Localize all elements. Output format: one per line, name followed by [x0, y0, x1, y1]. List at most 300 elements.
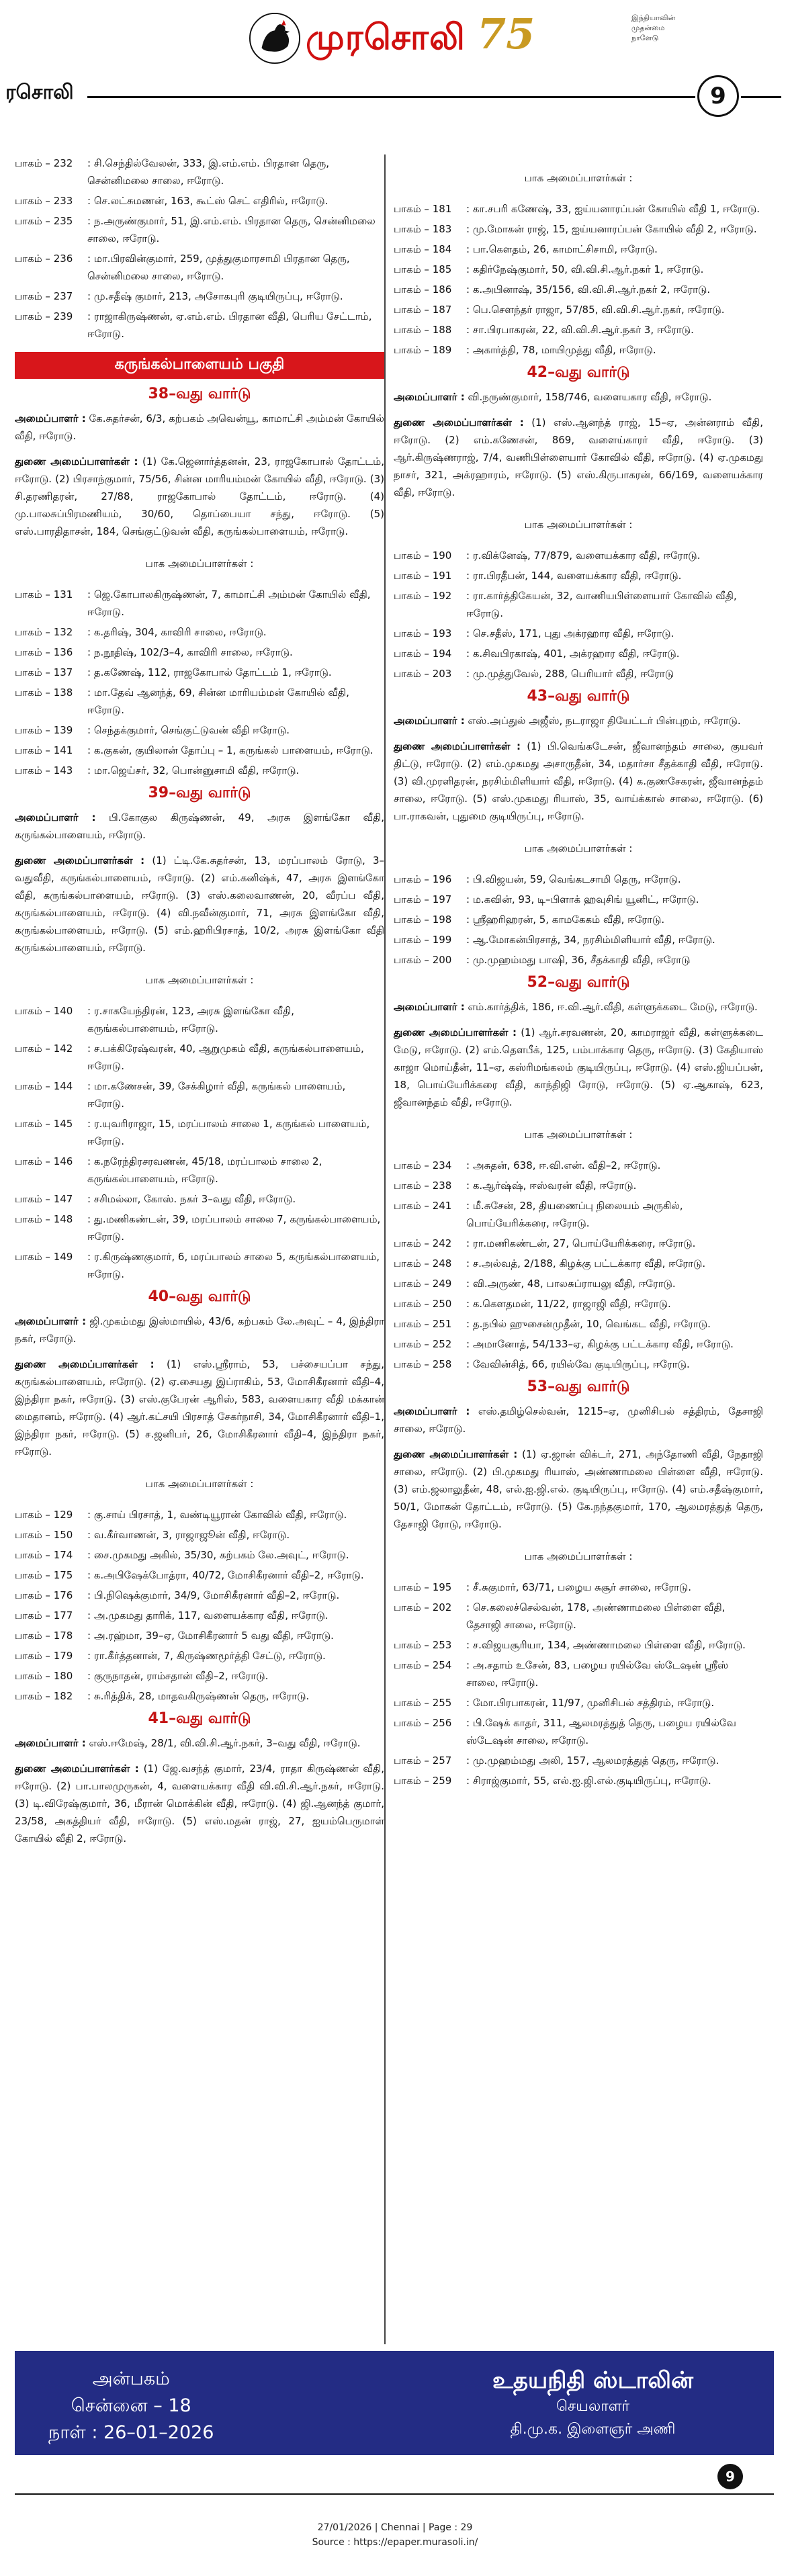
booth-person: : சு.ரித்திக், 28, மாதவகிருஷ்ணன் தெரு, ஈரோடு.	[87, 1690, 310, 1702]
role-members: கே.சுதர்சன், 6/3, கற்பகம் அவென்யூ, காமாட்சி அம்மன் கோயில் வீதி, ஈரோடு.	[15, 412, 384, 442]
booth-entry	[15, 1506, 384, 1523]
booth-label: பாகம் – 138	[15, 686, 73, 699]
booth-entry	[394, 871, 763, 888]
booth-entry	[394, 1235, 763, 1252]
booth-entry	[394, 1714, 763, 1749]
role-members: (1) கே.ஜெனார்த்தனன், 23, ராஜகோபால் தோட்டம், ஈரோடு. (2) பிரசாந்குமார், 75/56, சின்ன மாரியம்மன் கோயில் வீதி, ஈரோடு. (3) சி.தரணிதரன், 27/88, ராஜகோபால் தோட்டம், ஈரோடு. (4) மு.பாலசுப்பிரமணியம், 30/60, தொப்பையா சந்து, ஈரோடு. (5) எஸ்.பாரதிதாசன், 184, செங்குட்டுவன் வீதி, கருங்கல்பாளையம், ஈரோடு.	[15, 455, 384, 537]
booth-label: பாகம் – 256	[394, 1717, 452, 1729]
banner-city: சென்னை – 18	[71, 2395, 191, 2416]
page-number-badge: 9	[697, 75, 739, 117]
role-label: துணை அமைப்பாளர்கள் :	[394, 740, 521, 752]
ward-heading: 52–வது வார்டு	[527, 974, 630, 991]
booth-entry	[15, 742, 384, 759]
booth-person: : செ.கலைச்செல்வன், 178, அண்ணாமலை பிள்ளை வீதி, தேசாஜி சாலை, ஈரோடு.	[466, 1601, 726, 1631]
role-label: துணை அமைப்பாளர்கள் :	[394, 1448, 518, 1460]
booth-label: பாகம் – 143	[15, 764, 73, 776]
booth-label: பாகம் – 188	[394, 324, 452, 336]
booth-entry	[394, 1255, 763, 1272]
booth-label: பாகம் – 184	[394, 243, 452, 255]
banner-role: செயலாளர்	[556, 2398, 630, 2415]
footer-divider	[15, 2493, 774, 2495]
ward-heading: 42–வது வார்டு	[527, 364, 630, 381]
booth-entry	[15, 212, 384, 247]
booth-label: பாகம் – 232	[15, 157, 73, 169]
booth-label: பாகம் – 189	[394, 344, 452, 356]
booth-person: : சி.செந்தில்வேலன், 333, இ.எம்.எம். பிரதான தெரு, சென்னிமலை சாலை, ஈரோடு.	[87, 157, 330, 187]
role-label: அமைப்பாளர் :	[15, 1315, 87, 1327]
booth-label: பாகம் – 176	[15, 1589, 73, 1601]
booth-person: : ர.கிருஷ்ணகுமார், 6, மரப்பாலம் சாலை 5, கருங்கல்பாளையம், ஈரோடு.	[87, 1251, 380, 1280]
section-subheading: பாக அமைப்பாளர்கள் :	[524, 842, 633, 854]
page-footer	[0, 2520, 790, 2550]
booth-person: : பெ.சௌந்தர் ராஜா, 57/85, வி.வி.சி.ஆர்.நகர், ஈரோடு.	[466, 304, 725, 316]
booth-label: பாகம் – 179	[15, 1650, 73, 1662]
booth-label: பாகம் – 255	[394, 1697, 452, 1709]
ward-heading: 39–வது வார்டு	[148, 785, 251, 801]
booth-entry	[15, 1115, 384, 1150]
booth-label: பாகம் – 129	[15, 1509, 73, 1521]
booth-label: பாகம் – 203	[394, 668, 452, 680]
booth-entry	[15, 623, 384, 641]
booth-person: : கதிர்நேஷ்குமார், 50, வி.வி.சி.ஆர்.நகர் 1, ஈரோடு.	[466, 263, 704, 275]
booth-entry	[394, 261, 763, 278]
booth-entry	[394, 301, 763, 318]
booth-label: பாகம் – 187	[394, 304, 452, 316]
role-label: அமைப்பாளர் :	[15, 1737, 86, 1749]
column-divider	[384, 154, 386, 2344]
booth-person: : பி.நிஷெக்குமார், 34/9, மோசிகீரனார் வீதி–2, ஈரோடு.	[87, 1589, 340, 1601]
booth-person: : மு.மோகன் ராஜ், 15, ஐய்யனாரப்பன் கோயில் வீதி 2, ஈரோடு.	[466, 223, 757, 235]
booth-entry	[394, 911, 763, 928]
office-bearers-paragraph	[15, 1313, 384, 1347]
role-label: அமைப்பாளர் :	[15, 412, 86, 425]
booth-entry	[394, 321, 763, 339]
role-label: அமைப்பாளர் :	[394, 391, 465, 403]
ward-heading: 53–வது வார்டு	[527, 1378, 630, 1395]
booth-person: : பி.விஜயன், 59, வெங்கடசாமி தெரு, ஈரோடு.	[466, 873, 681, 885]
booth-person: : க.அபிஷேக்போத்ரா, 40/72, மோசிகீரனார் வீதி–2, ஈரோடு.	[87, 1569, 364, 1581]
booth-person: : ர.யுவரிராஜா, 15, மரப்பாலம் சாலை 1, கருங்கல் பாளையம், ஈரோடு.	[87, 1118, 370, 1147]
booth-label: பாகம் – 190	[394, 549, 452, 562]
ward-heading: 43–வது வார்டு	[527, 688, 630, 705]
booth-entry	[394, 1356, 763, 1373]
booth-label: பாகம் – 239	[15, 310, 73, 322]
role-members: எஸ்.ஈமேஷ், 28/1, வி.வி.சி.ஆர்.நகர், 3–வது வீதி, ஈரோடு.	[85, 1737, 361, 1749]
booth-person: : வ.கீர்வாணன், 3, ராஜாஜூன் வீதி, ஈரோடு.	[87, 1529, 290, 1541]
banner-place: அன்பகம்	[92, 2368, 170, 2389]
booth-person: : செ.லட்சுமணன், 163, கூட்ஸ் செட் எதிரில், ஈரோடு.	[87, 195, 328, 207]
booth-entry	[15, 1647, 384, 1664]
booth-person: : மா.தேவ் ஆனந்த், 69, சின்ன மாரியம்மன் கோயில் வீதி, ஈரோடு.	[87, 686, 349, 716]
booth-label: பாகம் – 177	[15, 1609, 73, 1622]
booth-label: பாகம் – 258	[394, 1358, 452, 1370]
booth-entry	[15, 1526, 384, 1544]
role-members: (1) பி.வெங்கடேசன், ஜீவானந்தம் சாலை, குயவர் திட்டு, ஈரோடு. (2) எம்.முகமது அசாருதீன், 34, மதார்சா சீதக்காதி வீதி, ஈரோடு. (3) வி.முரளிதரன், நரசிம்மிளியார் வீதி, ஈரோடு. (4) க.குணசேகரன், ஜீவானந்தம் சாலை, ஈரோடு. (5) எஸ்.முகமது ரியாஸ், 35, வாய்க்கால் சாலை, ஈரோடு. (6) பா.ராகவன், புதுமை குடியிருப்பு, ஈரோடு.	[394, 740, 763, 822]
booth-entry	[394, 220, 763, 238]
booth-person: : க.கௌதமன், 11/22, ராஜாஜி வீதி, ஈரோடு.	[466, 1298, 671, 1310]
booth-entry	[15, 664, 384, 681]
booth-label: பாகம் – 185	[394, 263, 452, 275]
role-members: எஸ்.அப்துல் அஜீஸ், நடராஜா தியேட்டர் பின்புறம், ஈரோடு.	[464, 715, 741, 727]
office-bearers-paragraph	[15, 1356, 384, 1460]
booth-person: : க.குகன், குயிலான் தோப்பு – 1, கருங்கல் பாளையம், ஈரோடு.	[87, 744, 374, 756]
banner-date: நாள் : 26–01–2026	[48, 2422, 214, 2443]
role-label: துணை அமைப்பாளர்கள் :	[15, 1358, 155, 1370]
section-subheading: பாக அமைப்பாளர்கள் :	[524, 1128, 633, 1141]
booth-person: : மோ.பிரபாகரன், 11/97, முனிசிபல் சத்திரம், ஈரோடு.	[466, 1697, 715, 1709]
booth-entry	[394, 1157, 763, 1174]
booth-label: பாகம் – 181	[394, 203, 452, 215]
booth-label: பாகம் – 147	[15, 1193, 73, 1205]
booth-entry	[15, 684, 384, 719]
booth-label: பாகம் – 186	[394, 283, 452, 296]
booth-entry	[394, 341, 763, 359]
booth-entry	[15, 1627, 384, 1644]
booth-person: : ந.அருண்குமார், 51, இ.எம்.எம். பிரதான தெரு, சென்னிமலை சாலை, ஈரோடு.	[87, 215, 376, 245]
booth-label: பாகம் – 150	[15, 1529, 73, 1541]
masthead-tagline: இந்தியாவின் முதன்மை நாளேடு	[631, 13, 676, 42]
booth-entry	[394, 1315, 763, 1333]
booth-entry	[394, 587, 763, 622]
booth-label: பாகம் – 191	[394, 570, 452, 582]
booth-entry	[394, 625, 763, 642]
office-bearers-paragraph	[394, 1024, 763, 1111]
ward-heading: 38–வது வார்டு	[148, 386, 251, 402]
booth-label: பாகம் – 175	[15, 1569, 73, 1581]
booth-entry	[394, 240, 763, 258]
booth-label: பாகம் – 237	[15, 290, 73, 302]
anniversary-mark: 75	[477, 9, 535, 58]
booth-label: பாகம் – 257	[394, 1755, 452, 1767]
booth-entry	[15, 1587, 384, 1604]
role-members: ஜி.முகம்மது இஸ்மாயில், 43/6, கற்பகம் லே.அவுட் – 4, இந்திரா நகர், ஈரோடு.	[15, 1315, 384, 1345]
role-label: துணை அமைப்பாளர்கள் :	[15, 854, 145, 867]
booth-label: பாகம் – 233	[15, 195, 73, 207]
role-label: துணை அமைப்பாளர்கள் :	[15, 455, 138, 468]
booth-label: பாகம் – 249	[394, 1278, 452, 1290]
booth-label: பாகம் – 248	[394, 1257, 452, 1270]
booth-person: : செ.சதீஸ், 171, புது அக்ரஹார வீதி, ஈரோடு.	[466, 627, 674, 639]
booth-person: : வேவின்சித், 66, ரயில்வே குடியிருப்பு, ஈரோடு.	[466, 1358, 690, 1370]
ward-heading: 41–வது வார்டு	[148, 1710, 251, 1727]
booth-entry	[394, 1295, 763, 1313]
footer-page-badge: 9	[717, 2464, 743, 2489]
booth-entry	[394, 1197, 763, 1232]
banner-org: தி.மு.க. இளைஞர் அணி	[510, 2421, 676, 2438]
booth-label: பாகம் – 241	[394, 1200, 452, 1212]
booth-entry	[15, 586, 384, 621]
role-members: (1) எஸ்.ஸ்ரீராம், 53, பச்சையப்பா சந்து, கருங்கல்பாளையம், ஈரோடு. (2) ஏ.சையது இப்ராகிம், 53, மோசிகீரனார் வீதி–4, இந்திரா நகர், ஈரோடு. (3) எஸ்.குபேரன் ஆரிஸ், 583, வளையகார வீதி மக்கான் மைதானம், ஈரோடு. (4) ஆர்.கட்சயி பிரசாத் சேகர்நாசி, 34, மோசிகீரனார் வீதி–1, இந்திரா நகர், ஈரோடு. (5) ச.ஜனிபர், 26, மோசிகீரனார் வீதி–4, இந்திரா நகர், ஈரோடு.	[15, 1358, 384, 1458]
booth-person: : ரா.மணிகண்டன், 27, பொய்யேரிக்கரை, ஈரோடு.	[466, 1237, 696, 1249]
booth-person: : ச.விஜயசூரியா, 134, அண்ணாமலை பிள்ளை வீதி, ஈரோடு.	[466, 1639, 746, 1651]
role-label: துணை அமைப்பாளர்கள் :	[15, 1763, 139, 1775]
role-label: அமைப்பாளர் :	[15, 811, 96, 824]
booth-person: : மு.முத்துவேல், 288, பெரியார் வீதி, ஈரோடு	[466, 668, 674, 680]
booth-entry	[15, 762, 384, 779]
booth-person: : க.நரேந்திரசரவணன், 45/18, மரப்பாலம் சாலை 2, கருங்கல்பாளையம், ஈரோடு.	[87, 1155, 322, 1185]
booth-person: : கு.சாய் பிரசாத், 1, வண்டியூரான் கோவில் வீதி, ஈரோடு.	[87, 1509, 347, 1521]
booth-person: : அ.சதாம் உசேன், 83, பழைய ரயில்வே ஸ்டேஷன் ஸ்ரீஸ் சாலை, ஈரோடு.	[466, 1659, 729, 1689]
booth-person: : மு.முஹம்மது பாஷி, 36, சீதக்காதி வீதி, ஈரோடு	[466, 954, 691, 966]
office-bearers-paragraph	[394, 388, 763, 406]
booth-person: : ரா.கீர்த்தனான், 7, கிருஷ்ணமூர்த்தி சேட்டு, ஈரோடு.	[87, 1650, 326, 1662]
booth-entry	[394, 1752, 763, 1769]
booth-entry	[394, 1694, 763, 1712]
header-divider	[87, 96, 695, 98]
booth-label: பாகம் – 193	[394, 627, 452, 639]
booth-label: பாகம் – 141	[15, 744, 73, 756]
booth-person: : ராஜாகிருஷ்ணன், ஏ.எம்.எம். பிரதான வீதி, பெரிய சேட்டாம், ஈரோடு.	[87, 310, 372, 340]
booth-person: : த.கணேஷ், 112, ராஜகோபால் தோட்டம் 1, ஈரோடு.	[87, 666, 332, 678]
left-column	[15, 154, 384, 1855]
booth-label: பாகம் – 198	[394, 914, 452, 926]
booth-person: : கா.சபரி கணேஷ், 33, ஐய்யனாரப்பன் கோயில் வீதி 1, ஈரோடு.	[466, 203, 760, 215]
office-bearers-paragraph	[394, 712, 763, 729]
booth-entry	[15, 1077, 384, 1112]
booth-entry	[394, 1772, 763, 1789]
logo-name: முரசொலி	[306, 17, 466, 58]
booth-label: பாகம் – 251	[394, 1318, 452, 1330]
page-header-rule	[0, 70, 790, 134]
booth-entry	[15, 1546, 384, 1564]
banner-signatory	[492, 2366, 693, 2441]
booth-entry	[15, 308, 384, 343]
office-bearers-paragraph	[394, 738, 763, 825]
booth-person: : ச.பக்கிரேஷ்வரன், 40, ஆறுமுகம் வீதி, கருங்கல்பாளையம், ஈரோடு.	[87, 1042, 364, 1072]
booth-label: பாகம் – 148	[15, 1213, 73, 1225]
footer-source: Source : https://epaper.murasoli.in/	[312, 2537, 478, 2548]
booth-entry	[15, 154, 384, 189]
booth-label: பாகம் – 149	[15, 1251, 73, 1263]
booth-entry	[394, 1335, 763, 1353]
banner-address	[48, 2366, 214, 2446]
booth-entry	[394, 665, 763, 682]
booth-entry	[394, 645, 763, 662]
booth-entry	[15, 1607, 384, 1624]
booth-person: : செந்தக்குமார், செங்குட்டுவன் வீதி ஈரோடு.	[87, 724, 290, 736]
booth-person: : க.அபினாஷ், 35/156, வி.வி.சி.ஆர்.நகர் 2, ஈரோடு.	[466, 283, 711, 296]
booth-person: : ஸ்ரீஹரிஹரன், 5, காமகேகம் வீதி, ஈரோடு.	[466, 914, 665, 926]
booth-person: : ஆ.மோகன்பிரசாத், 34, நரசிம்மிளியார் வீதி, ஈரோடு.	[466, 934, 715, 946]
booth-label: பாகம் – 137	[15, 666, 73, 678]
booth-person: : ர.சாகயேந்திரன், 123, அரசு இளங்கோ வீதி, கருங்கல்பாளையம், ஈரோடு.	[87, 1005, 294, 1034]
booth-label: பாகம் – 197	[394, 893, 452, 905]
booth-person: : குருநாதன், ராம்சதான் வீதி–2, ஈரோடு.	[87, 1670, 269, 1682]
booth-label: பாகம் – 142	[15, 1042, 73, 1055]
booth-entry	[394, 1177, 763, 1194]
booth-label: பாகம் – 234	[394, 1159, 452, 1171]
booth-label: பாகம் – 131	[15, 588, 73, 601]
office-bearers-paragraph	[394, 1403, 763, 1437]
booth-person: : சிராஜ்குமார், 55, எல்.ஐ.ஜி.எல்.குடியிருப்பு, ஈரோடு.	[466, 1775, 711, 1787]
booth-person: : மு.முஹம்மது அலி, 157, ஆலமரத்துத் தெரு, ஈரோடு.	[466, 1755, 719, 1767]
booth-person: : ர.விக்னேஷ், 77/879, வளையக்கார வீதி, ஈரோடு.	[466, 549, 701, 562]
booth-label: பாகம் – 180	[15, 1670, 73, 1682]
booth-entry	[15, 643, 384, 661]
office-bearers-paragraph	[15, 410, 384, 445]
booth-person: : சசிமல்லா, கோஸ். நகர் 3–வது வீதி, ஈரோடு.	[87, 1193, 296, 1205]
section-subheading: பாக அமைப்பாளர்கள் :	[524, 172, 633, 184]
booth-person: : அகார்த்தி, 78, மாயிமுத்து வீதி, ஈரோடு.	[466, 344, 656, 356]
booth-person: : பா.கௌதம், 26, காமாட்சிசாமி, ஈரோடு.	[466, 243, 658, 255]
booth-entry	[394, 200, 763, 218]
booth-person: : மா.பிரவின்குமார், 259, முத்துகுமாரசாமி பிரதான தெரு, சென்னிமலை சாலை, ஈரோடு.	[87, 253, 350, 282]
logo	[245, 7, 676, 66]
role-members: (1) ஜே.வசந்த் குமார், 23/4, ராதா கிருஷ்ணன் வீதி, ஈரோடு. (2) பா.பாலமுருகன், 4, வளையக்கார வீதி வி.வி.சி.ஆர்.நகர், ஈரோடு. (3) டி.விரேஷ்குமார், 36, மீரான் மொக்கின் வீதி, ஈரோடு. (4) ஜி.ஆனந்த் குமார், 23/58, அகத்தியர் வீதி, ஈரோடு. (5) எஸ்.மதன் ராஜ், 27, ஐயம்பெருமாள் கோயில் வீதி 2, ஈரோடு.	[15, 1763, 384, 1845]
booth-person: : ஜெ.கோபாலகிருஷ்ணன், 7, காமாட்சி அம்மன் கோயில் வீதி, ஈரோடு.	[87, 588, 371, 618]
booth-entry	[394, 567, 763, 584]
booth-label: பாகம் – 174	[15, 1549, 73, 1561]
section-subheading: பாக அமைப்பாளர்கள் :	[524, 519, 633, 531]
booth-label: பாகம் – 183	[394, 223, 452, 235]
booth-label: பாகம் – 145	[15, 1118, 73, 1130]
booth-entry	[394, 1656, 763, 1691]
booth-person: : த.நபில் ஹுசைன்முதீன், 10, வெங்கட வீதி, ஈரோடு.	[466, 1318, 711, 1330]
booth-label: பாகம் – 146	[15, 1155, 73, 1167]
booth-person: : சா.பிரபாகரன், 22, வி.வி.சி.ஆர்.நகர் 3, ஈரோடு.	[466, 324, 694, 336]
booth-label: பாகம் – 252	[394, 1338, 452, 1350]
booth-entry	[394, 1579, 763, 1596]
booth-person: : அமானோத், 54/133–ஏ, கிழக்கு பட்டக்கார வீதி, ஈரோடு.	[466, 1338, 734, 1350]
booth-person: : பி.ஷேக் காதர், 311, ஆலமரத்துத் தெரு, பழைய ரயில்வே ஸ்டேஷன் சாலை, ஈரோடு.	[466, 1717, 736, 1746]
office-bearers-paragraph	[15, 1760, 384, 1847]
booth-entry	[15, 1190, 384, 1208]
booth-label: பாகம் – 196	[394, 873, 452, 885]
booth-label: பாகம் – 194	[394, 648, 452, 660]
booth-entry	[15, 1153, 384, 1188]
booth-person: : அ.ரஹ்மா, 39–ஏ, மோசிகீரனார் 5 வது வீதி, ஈரோடு.	[87, 1630, 334, 1642]
booth-label: பாகம் – 200	[394, 954, 452, 966]
role-members: வி.நருண்குமார், 158/746, வளையகார வீதி, ஈரோடு.	[464, 391, 712, 403]
office-bearers-paragraph	[15, 453, 384, 540]
banner-name: உதயநிதி ஸ்டாலின்	[492, 2367, 693, 2394]
right-column	[394, 154, 763, 1792]
booth-entry	[394, 1275, 763, 1292]
office-bearers-paragraph	[15, 809, 384, 844]
booth-label: பாகம் – 202	[394, 1601, 452, 1613]
booth-entry	[15, 1002, 384, 1037]
booth-entry	[394, 1636, 763, 1654]
booth-entry	[394, 281, 763, 298]
rooster-emblem-icon	[249, 12, 301, 64]
section-subheading: பாக அமைப்பாளர்கள் :	[145, 1478, 254, 1490]
role-members: (1) ஆர்.சரவணன், 20, காமராஜர் வீதி, கள்ளுக்கடை மேடு, ஈரோடு. (2) எம்.தௌபீக், 125, பம்பாக்கார தெரு, ஈரோடு. (3) கேதியாஸ் காஜா மொய்தீன், 11–ஏ, கஸ்ரிமங்கலம் குடியிருப்பு, ஈரோடு. (4) எஸ்.ஜியப்பன், 18, பொய்யேரிக்கரை வீதி, காந்திஜி ரோடு, ஈரோடு. (5) ஏ.ஆகாஷ், 623, ஜீவானந்தம் வீதி, ஈரோடு.	[394, 1026, 763, 1108]
role-label: அமைப்பாளர் :	[394, 1001, 465, 1013]
role-label: அமைப்பாளர் :	[394, 1405, 470, 1417]
booth-label: பாகம் – 254	[394, 1659, 452, 1671]
booth-entry	[15, 287, 384, 305]
booth-person: : ம.கவின், 93, டி–பிளாக் ஹவுசிங் யூனிட், ஈரோடு.	[466, 893, 699, 905]
booth-person: : சை.முகமது அகில், 35/30, கற்பகம் லே.அவுட், ஈரோடு.	[87, 1549, 349, 1561]
footer-banner	[15, 2351, 774, 2455]
booth-label: பாகம் – 250	[394, 1298, 452, 1310]
role-members: (1) ட்டி.கே.சுதர்சன், 13, மரப்பாலம் ரோடு, 3–வதுவீதி, கருங்கல்பாளையம், ஈரோடு. (2) எம்.கனிஷ்க், 47, அரசு இளங்கோ வீதி, கருங்கல்பாளையம், ஈரோடு. (3) எஸ்.கலைவாணன், 20, வீரப்ப வீதி, கருங்கல்பாளையம், ஈரோடு. (4) வி.நவீன்குமார், 71, அரசு இளங்கோ வீதி, கருங்கல்பாளையம், ஈரோடு. (5) எம்.ஹரிபிரசாத், 10/2, அரசு இளங்கோ வீதி கருங்கல்பாளையம், ஈரோடு.	[15, 854, 384, 954]
booth-label: பாகம் – 236	[15, 253, 73, 265]
booth-entry	[15, 1210, 384, 1245]
booth-entry	[394, 1599, 763, 1634]
booth-label: பாகம் – 199	[394, 934, 452, 946]
role-label: துணை அமைப்பாளர்கள் :	[394, 416, 524, 429]
booth-person: : சீ.சுகுமார், 63/71, பழைய சுசூர் சாலை, ஈரோடு.	[466, 1581, 692, 1593]
booth-entry	[15, 1566, 384, 1584]
booth-label: பாகம் – 144	[15, 1080, 73, 1092]
booth-person: : மீ.சுசேன், 28, தியணைப்பு நிலையம் அருகில், பொய்யேரிக்கரை, ஈரோடு.	[466, 1200, 683, 1229]
booth-entry	[394, 547, 763, 564]
role-members: எஸ்.தமிழ்செல்வன், 1215–ஏ, முனிசிபல் சத்திரம், தேசாஜி சாலை, ஈரோடு.	[394, 1405, 763, 1435]
booth-entry	[394, 931, 763, 948]
booth-entry	[15, 721, 384, 739]
booth-entry	[15, 1040, 384, 1075]
booth-entry	[15, 1687, 384, 1705]
booth-person: : க.ஆர்ஷ்ஷ், ஈஸ்வரன் வீதி, ஈரோடு.	[466, 1180, 637, 1192]
ward-heading: 40–வது வார்டு	[148, 1288, 251, 1305]
paper-name: ரசொலி	[5, 81, 74, 104]
booth-entry	[15, 1248, 384, 1283]
office-bearers-paragraph	[15, 1734, 384, 1752]
booth-label: பாகம் – 238	[394, 1180, 452, 1192]
office-bearers-paragraph	[394, 998, 763, 1016]
booth-entry	[15, 1667, 384, 1685]
section-subheading: பாக அமைப்பாளர்கள் :	[145, 974, 254, 986]
booth-entry	[15, 250, 384, 285]
booth-label: பாகம் – 195	[394, 1581, 452, 1593]
booth-label: பாகம் – 182	[15, 1690, 73, 1702]
booth-person: : க.சிவபிரகாஷ், 401, அக்ரஹார வீதி, ஈரோடு.	[466, 648, 680, 660]
booth-person: : து.மணிகண்டன், 39, மரப்பாலம் சாலை 7, கருங்கல்பாளையம், ஈரோடு.	[87, 1213, 381, 1243]
booth-entry	[15, 192, 384, 210]
booth-label: பாகம் – 253	[394, 1639, 452, 1651]
footer-edition: 27/01/2026 | Chennai | Page : 29	[317, 2522, 473, 2533]
booth-person: : க.தரிஷ், 304, காவிரி சாலை, ஈரோடு.	[87, 626, 267, 638]
role-members: (1) ஏ.ஜான் விக்டர், 271, அந்தோணி வீதி, நேதாஜி சாலை, ஈரோடு. (2) பி.முகமது ரியாஸ், அண்ணாமலை பிள்ளை வீதி, ஈரோடு. (3) எம்.ஜலாலுதீன், 48, எல்.ஐ.ஜி.எல். குடியிருப்பு, ஈரோடு. (4) எம்.சதீஷ்குமார், 50/1, மோகன் தோட்டம், ஈரோடு. (5) கே.நந்தகுமார், 170, ஆலமரத்துத் தெரு, தேசாஜி ரோடு, ஈரோடு.	[394, 1448, 763, 1530]
masthead	[0, 0, 790, 71]
role-label: அமைப்பாளர் :	[394, 715, 465, 727]
booth-person: : ரா.பிரதீபன், 144, வளையக்கார வீதி, ஈரோடு.	[466, 570, 682, 582]
office-bearers-paragraph	[394, 414, 763, 501]
booth-person: : மு.சதீஷ் குமார், 213, அசோகபுரி குடியிருப்பு, ஈரோடு.	[87, 290, 343, 302]
role-label: துணை அமைப்பாளர்கள் :	[394, 1026, 517, 1038]
booth-label: பாகம் – 242	[394, 1237, 452, 1249]
booth-entry	[394, 891, 763, 908]
booth-person: : ந.நூதிஷ், 102/3–4, காவிரி சாலை, ஈரோடு.	[87, 646, 293, 658]
booth-label: பாகம் – 139	[15, 724, 73, 736]
booth-person: : மா.ஜெய்சர், 32, பொன்னுசாமி வீதி, ஈரோடு.	[87, 764, 300, 776]
booth-label: பாகம் – 259	[394, 1775, 452, 1787]
booth-label: பாகம் – 235	[15, 215, 73, 227]
booth-label: பாகம் – 140	[15, 1005, 73, 1017]
section-subheading: பாக அமைப்பாளர்கள் :	[145, 558, 254, 570]
booth-entry	[394, 951, 763, 969]
office-bearers-paragraph	[394, 1446, 763, 1533]
booth-person: : வி.அருண், 48, பாலசுப்ராயலு வீதி, ஈரோடு.	[466, 1278, 676, 1290]
booth-person: : அசுதன், 638, ஈ.வி.என். வீதி–2, ஈரோடு.	[466, 1159, 661, 1171]
role-members: (1) எஸ்.ஆனந்த் ராஜ், 15–ஏ, அன்னராம் வீதி, ஈரோடு. (2) எம்.கணேசன், 869, வளைய்காரர் வீதி, ஈரோடு. (3) ஆர்.கிருஷ்ணராஜ், 7/4, வணிபிள்ளையார் கோவில் வீதி, ஈரோடு. (4) ஏ.முகமது நாசர், 321, அக்ரஹாரம், ஈரோடு. (5) எஸ்.கிருபாகரன், 66/169, வளையக்கார வீதி, ஈரோடு.	[394, 416, 763, 498]
booth-label: பாகம் – 178	[15, 1630, 73, 1642]
booth-label: பாகம் – 136	[15, 646, 73, 658]
area-heading-bar: கருங்கல்பாளையம் பகுதி	[15, 352, 384, 379]
booth-person: : ச.அல்வத், 2/188, கிழக்கு பட்டக்கார வீதி, ஈரோடு.	[466, 1257, 706, 1270]
booth-label: பாகம் – 192	[394, 590, 452, 602]
section-subheading: பாக அமைப்பாளர்கள் :	[524, 1550, 633, 1562]
header-divider-right	[741, 96, 781, 98]
office-bearers-paragraph	[15, 852, 384, 957]
booth-person: : மா.கணேசன், 39, சேக்கிழார் வீதி, கருங்கல் பாளையம், ஈரோடு.	[87, 1080, 346, 1110]
booth-label: பாகம் – 132	[15, 626, 73, 638]
booth-person: : ரா.கார்த்திகேயன், 32, வாணியபிள்ளையார் கோவில் வீதி, ஈரோடு.	[466, 590, 737, 619]
role-members: பி.கோகுல கிருஷ்ணன், 49, அரசு இளங்கோ வீதி, கருங்கல்பாளையம், ஈரோடு.	[15, 811, 384, 841]
role-members: எம்.கார்த்திக், 186, ஈ.வி.ஆர்.வீதி, கள்ளுக்கடை மேடு, ஈரோடு.	[464, 1001, 758, 1013]
booth-person: : அ.முகமது தாரிக், 117, வளையக்கார வீதி, ஈரோடு.	[87, 1609, 328, 1622]
